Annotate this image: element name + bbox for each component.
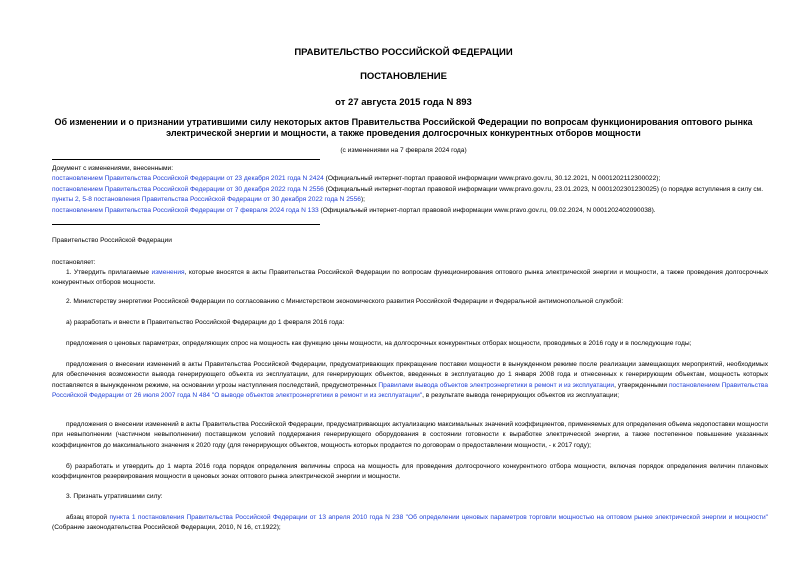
amendment-source: ); xyxy=(360,196,365,204)
title-line-1: Об изменении и о признании утратившими силу некоторых актов Правительства Российской Федерации по вопросам функционирования оптового рынка xyxy=(54,117,753,127)
amendment-item xyxy=(52,174,768,184)
amendment-item xyxy=(52,185,768,206)
paragraph-2a-3: предложения о внесении изменений в акты Правительства Российской Федерации, предусматривающих актуализацию максимальных значений коэффициентов, применяемых для определения объема недопоставки мощности при невыполнении (частичном невыполнении) поставщиком условий поддержания генерирующего оборудования в состоянии готовности к выработке электрической энергии, а также постепенное повышение указанных коэффициентов до максимального значения к 2020 году (для генерирующих объектов, мощность которых продается по договорам о предоставлении мощности, - к 2017 году); xyxy=(52,421,768,449)
resolution-484-link[interactable]: постановлением Правительства Российской Федерации от 26 июля 2007 года N 484 "О выводе объектов электроэнергетики в ремонт и из эксплуатации" xyxy=(52,381,768,400)
resolution-238-link[interactable]: пункта 1 постановления Правительства Российской Федерации от 13 апреля 2010 года N 238 "Об определении ценовых параметров торговли мощностью на оптовом рынке электрической энергии и мощности" xyxy=(109,514,769,521)
amendment-source: (Официальный интернет-портал правовой информации www.pravo.gov.ru, 30.12.2021, N 0001202112300022); xyxy=(323,175,661,183)
issuer-heading: ПРАВИТЕЛЬСТВО РОССИЙСКОЙ ФЕДЕРАЦИИ xyxy=(294,47,513,58)
date-number: от 27 августа 2015 года N 893 xyxy=(335,97,472,108)
divider-top xyxy=(52,159,320,160)
amendment-link[interactable]: постановлением Правительства Российской Федерации от 23 декабря 2021 года N 2424 xyxy=(52,175,324,183)
document-type: ПОСТАНОВЛЕНИЕ xyxy=(360,71,447,82)
amendment-source: (Официальный интернет-портал правовой информации www.pravo.gov.ru, 23.01.2023, N 0001202301230025) (о порядке вступления в силу см. xyxy=(323,185,764,193)
divider-bottom xyxy=(52,224,320,225)
amendment-item xyxy=(52,206,768,216)
paragraph-2a-1: предложения о ценовых параметрах, определяющих спрос на мощность как функцию цены мощности, на долгосрочных конкурентных отборах мощности, проводимых в 2016 году и в последующие годы; xyxy=(66,340,692,347)
revision-note: (с изменениями на 7 февраля 2024 года) xyxy=(340,147,467,154)
decides-line: постановляет: xyxy=(52,259,96,266)
rules-link[interactable]: Правилами вывода объектов электроэнергетики в ремонт и из эксплуатации xyxy=(378,381,615,389)
paragraph-2a: а) разработать и внести в Правительство Российской Федерации до 1 февраля 2016 года: xyxy=(66,319,345,326)
amendments-block xyxy=(52,164,768,216)
title-line-2: электрической энергии и мощности, а также проведения долгосрочных конкурентных отборов мощности xyxy=(166,128,641,138)
paragraph-3: 3. Признать утратившими силу: xyxy=(66,493,163,500)
changes-link[interactable]: изменения xyxy=(151,269,185,276)
amendment-link[interactable]: постановлением Правительства Российской Федерации от 7 февраля 2024 года N 133 xyxy=(52,206,319,214)
amendment-link[interactable]: постановлением Правительства Российской Федерации от 30 декабря 2022 года N 2556 xyxy=(52,185,324,193)
paragraph-2b: б) разработать и утвердить до 1 марта 2016 года порядок определения величины спроса на мощность для проведения долгосрочного конкурентного отбора мощности, включая порядок определения величин плановых коэффициентов резервирования мощности в ценовых зонах оптового рынка электрической энергии и мощности. xyxy=(52,463,768,481)
paragraph-1: 1. Утвердить прилагаемые изменения, которые вносятся в акты Правительства Российской Федерации по вопросам функционирования оптового рынка электрической энергии и мощности, а также проведения долгосрочных конкурентных отборов мощности. xyxy=(52,269,768,287)
amendment-source: (Официальный интернет-портал правовой информации www.pravo.gov.ru, 09.02.2024, N 0001202402090038). xyxy=(318,206,656,214)
document-title xyxy=(30,117,777,139)
amendments-intro: Документ с изменениями, внесенными: xyxy=(52,165,174,172)
paragraph-2: 2. Министерству энергетики Российской Федерации по согласованию с Министерством экономического развития Российской Федерации и Федеральной антимонопольной службой: xyxy=(66,298,624,305)
gov-line: Правительство Российской Федерации xyxy=(52,237,172,244)
paragraph-3a: абзац второй пункта 1 постановления Правительства Российской Федерации от 13 апреля 2010 года N 238 "Об определении ценовых параметров торговли мощностью на оптовом рынке электрической энергии и мощности" (Собрание законодательства Российской Федерации, 2010, N 16, ст.1922); xyxy=(52,514,769,532)
amendment-link[interactable]: пункты 2, 5-8 постановления Правительства Российской Федерации от 30 декабря 2022 года N 2556 xyxy=(52,196,361,204)
paragraph-2a-2: предложения о внесении изменений в акты Правительства Российской Федерации, предусматривающих прекращение поставки мощности в вынужденном режиме после реализации замещающих мероприятий, необходимых для обеспечения возможности вывода генерирующего объекта из эксплуатации, для генерирующих объектов, введенных в эксплуатацию до 1 января 2008 года и отнесенных к генерирующим объектам, мощность которых поставляется в вынужденном режиме, на основании угрозы наступления последствий, предусмотренных Правилами вывода объектов электроэнергетики в ремонт и из эксплуатации, утвержденными постановлением Правительства Российской Федерации от 26 июля 2007 года N 484 "О выводе объектов электроэнергетики в ремонт и из эксплуатации", в результате вывода генерирующих объектов из эксплуатации; xyxy=(52,361,768,400)
